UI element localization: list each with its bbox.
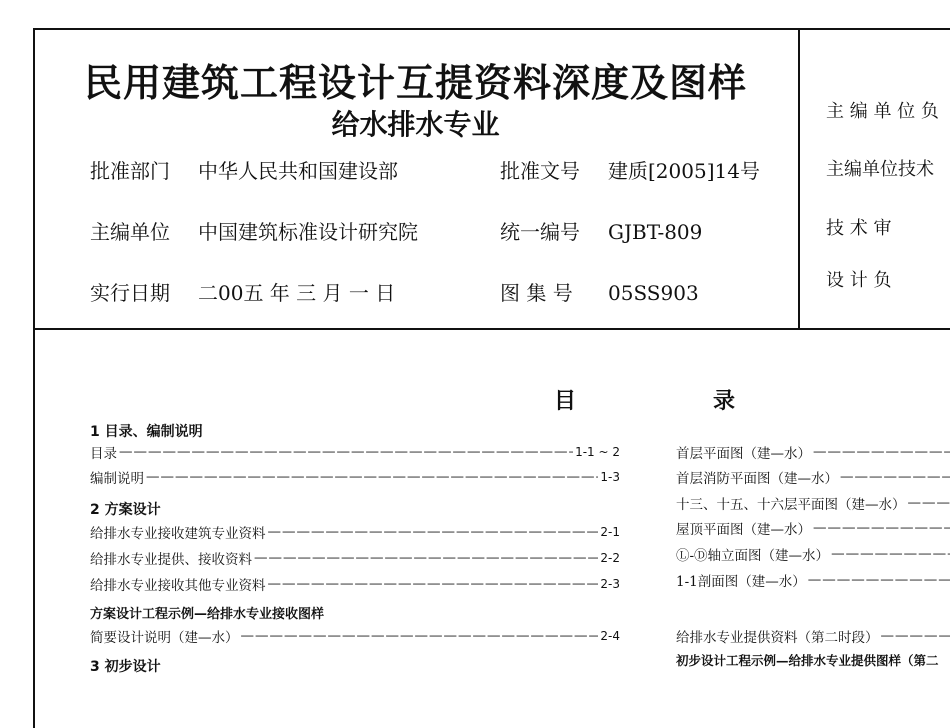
toc-leader xyxy=(254,550,598,566)
toc-subheading: 方案设计工程示例—给排水专业接收图样 xyxy=(90,603,324,622)
meta-unified-no xyxy=(500,216,702,245)
toc-right-entry-roof[interactable] xyxy=(676,519,950,537)
toc-entry-title: 简要设计说明（建—水） xyxy=(90,627,239,645)
meta-atlas-no xyxy=(500,277,699,306)
meta-approval-no xyxy=(500,155,760,184)
toc-entry-title: 给排水专业接收其他专业资料 xyxy=(90,575,266,593)
toc-entry-title: 给排水专业提供、接收资料 xyxy=(90,549,252,567)
meta-label: 实行日期 xyxy=(90,277,198,306)
toc-leader xyxy=(268,524,599,540)
toc-entry-page: 2-4 xyxy=(600,629,620,643)
toc-entry-receive-arch[interactable] xyxy=(90,523,620,541)
meta-value: 中国建筑标准设计研究院 xyxy=(198,220,418,244)
toc-entry-title: 1-1剖面图（建—水） xyxy=(676,571,806,589)
toc-right-entry-provide-stage2[interactable] xyxy=(676,627,950,645)
toc-heading-left: 目 xyxy=(554,384,576,415)
document-title: 民用建筑工程设计互提资料深度及图样 xyxy=(33,52,798,107)
meta-value: 05SS903 xyxy=(608,281,699,305)
toc-entry-title: 首层平面图（建—水） xyxy=(676,443,811,461)
right-label-chief-editor: 主 编 单 位 负 xyxy=(826,97,939,123)
toc-entry-title: 给排水专业接收建筑专业资料 xyxy=(90,523,266,541)
toc-entry-page: 2-2 xyxy=(600,551,620,565)
toc-entry-page: 1-1 ~ 2 xyxy=(575,445,620,459)
toc-entry-title: 首层消防平面图（建—水） xyxy=(676,468,838,486)
toc-section-1: 1 目录、编制说明 xyxy=(90,421,203,441)
meta-label: 批准文号 xyxy=(500,155,608,184)
toc-entry-notes[interactable] xyxy=(90,468,620,486)
right-label-reviewer: 技 术 审 xyxy=(826,214,891,240)
toc-right-entry-section[interactable] xyxy=(676,571,950,589)
toc-section-3: 3 初步设计 xyxy=(90,656,161,676)
meta-value: GJBT-809 xyxy=(608,220,702,244)
toc-right-entry-ground-floor[interactable] xyxy=(676,443,950,461)
toc-leader xyxy=(146,469,598,485)
toc-entry-title: 初步设计工程示例—给排水专业提供图样（第二 xyxy=(676,651,939,669)
toc-entry-page: 2-1 xyxy=(600,525,620,539)
toc-leader xyxy=(119,444,573,460)
toc-leader xyxy=(813,444,950,460)
meta-editor xyxy=(90,216,418,245)
right-label-designer: 设 计 负 xyxy=(826,266,891,292)
toc-right-entry-floors[interactable] xyxy=(676,494,950,512)
toc-leader xyxy=(813,520,950,536)
meta-value: 建质[2005]14号 xyxy=(608,159,760,183)
toc-entry-page: 2-3 xyxy=(600,577,620,591)
meta-value: 二00五 年 三 月 一 日 xyxy=(198,281,395,305)
toc-section-2: 2 方案设计 xyxy=(90,499,161,519)
meta-label: 统一编号 xyxy=(500,216,608,245)
toc-entry-title: 给排水专业提供资料（第二时段） xyxy=(676,627,879,645)
right-label-tech-lead: 主编单位技术 xyxy=(826,155,934,181)
toc-entry-contents[interactable] xyxy=(90,443,620,461)
toc-entry-title: 编制说明 xyxy=(90,468,144,486)
toc-leader xyxy=(808,572,950,588)
header-divider xyxy=(798,28,800,330)
toc-entry-title: 目录 xyxy=(90,443,117,461)
toc-heading-right: 录 xyxy=(713,384,735,415)
toc-right-entry-ground-fire[interactable] xyxy=(676,468,950,486)
toc-entry-title: 十三、十五、十六层平面图（建—水） xyxy=(676,494,906,512)
meta-label: 主编单位 xyxy=(90,216,198,245)
toc-entry-provide-receive[interactable] xyxy=(90,549,620,567)
meta-label: 批准部门 xyxy=(90,155,198,184)
meta-value: 中华人民共和国建设部 xyxy=(198,159,398,183)
toc-leader xyxy=(831,546,950,562)
toc-leader xyxy=(908,495,950,511)
toc-entry-receive-other[interactable] xyxy=(90,575,620,593)
toc-right-entry-elevation[interactable] xyxy=(676,545,950,563)
meta-label: 图 集 号 xyxy=(500,277,608,306)
toc-entry-title: Ⓛ-Ⓓ轴立面图（建—水） xyxy=(676,545,829,563)
toc-leader xyxy=(241,628,599,644)
meta-effective-date xyxy=(90,277,395,306)
toc-entry-title: 屋顶平面图（建—水） xyxy=(676,519,811,537)
toc-right-subheading xyxy=(676,651,950,669)
meta-approval-dept xyxy=(90,155,398,184)
toc-leader xyxy=(881,628,950,644)
document-subtitle: 给水排水专业 xyxy=(33,103,798,143)
toc-entry-brief-notes[interactable] xyxy=(90,627,620,645)
toc-leader xyxy=(268,576,599,592)
toc-leader xyxy=(840,469,950,485)
toc-entry-page: 1-3 xyxy=(600,470,620,484)
